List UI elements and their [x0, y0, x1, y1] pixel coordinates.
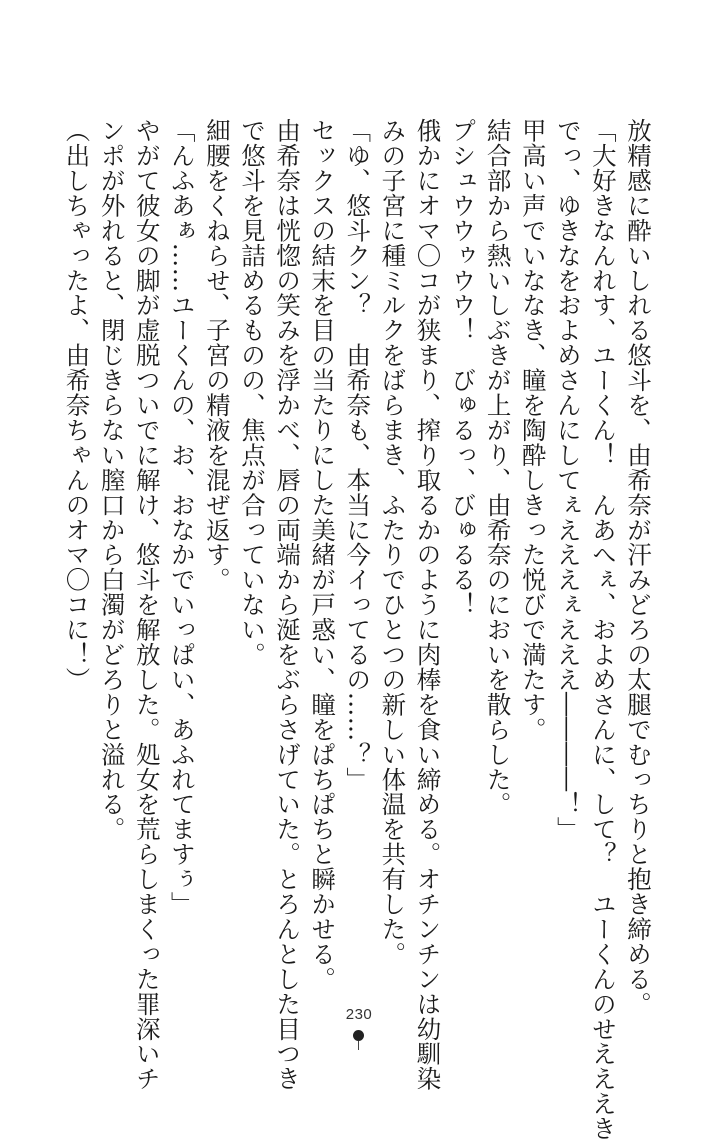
- folio-tick-mark: [358, 1041, 359, 1050]
- text-line: 由希奈は恍惚の笑みを浮かべ、唇の両端から涎をぶらさげていた。とろんとした目つき: [273, 118, 303, 1092]
- text-line: やがて彼女の脚が虚脱ついでに解け、悠斗を解放した。処女を荒らしまくった罪深いチ: [132, 118, 162, 1092]
- text-line: 「ゆ、悠斗クン？ 由希奈も、本当に今イってるの……？」: [343, 118, 373, 792]
- text-line: プシュウウゥウウ！ びゅるっ、びゅるる！: [448, 118, 478, 617]
- text-line: 細腰をくねらせ、子宮の精液を混ぜ返す。: [202, 118, 232, 593]
- text-line: ンポが外れると、閉じきらない膣口から白濁がどろりと溢れる。: [97, 118, 127, 842]
- text-line: セックスの結末を目の当たりにした美緒が戸惑い、瞳をぱちぱちと瞬かせる。: [308, 118, 338, 992]
- page-number: 230: [345, 1006, 373, 1023]
- folio-dot-icon: [353, 1030, 364, 1041]
- text-line: 放精感に酔いしれる悠斗を、由希奈が汗みどろの太腿でむっちりと抱き締める。: [624, 118, 653, 1017]
- text-line: 「んふあぁ……ユーくんの、お、おなかでいっぱい、あふれてますぅ」: [167, 118, 197, 917]
- text-line: 俄かにオマ〇コが狭まり、搾り取るかのように肉棒を食い締める。オチンチンは幼馴染: [413, 118, 443, 1092]
- text-line: （出しちゃったよ、由希奈ちゃんのオマ〇コに！）: [62, 118, 92, 692]
- text-line: で悠斗を見詰めるものの、焦点が合っていない。: [237, 118, 267, 667]
- text-line: でっ、ゆきなをおよめさんにしてぇえええぇえええ――――！」: [553, 118, 583, 842]
- text-line: 結合部から熱いしぶきが上がり、由希奈のにおいを散らした。: [483, 118, 513, 817]
- text-line: 「大好きなんれす、ユーくん！ んあへぇ、およめさんに、して？ ユーくんのせえええき: [588, 118, 618, 1141]
- text-line: 甲高い声でいななき、瞳を陶酔しきった悦びで満たす。: [518, 118, 548, 742]
- text-line: みの子宮に種ミルクをばらまき、ふたりでひとつの新しい体温を共有した。: [378, 118, 408, 967]
